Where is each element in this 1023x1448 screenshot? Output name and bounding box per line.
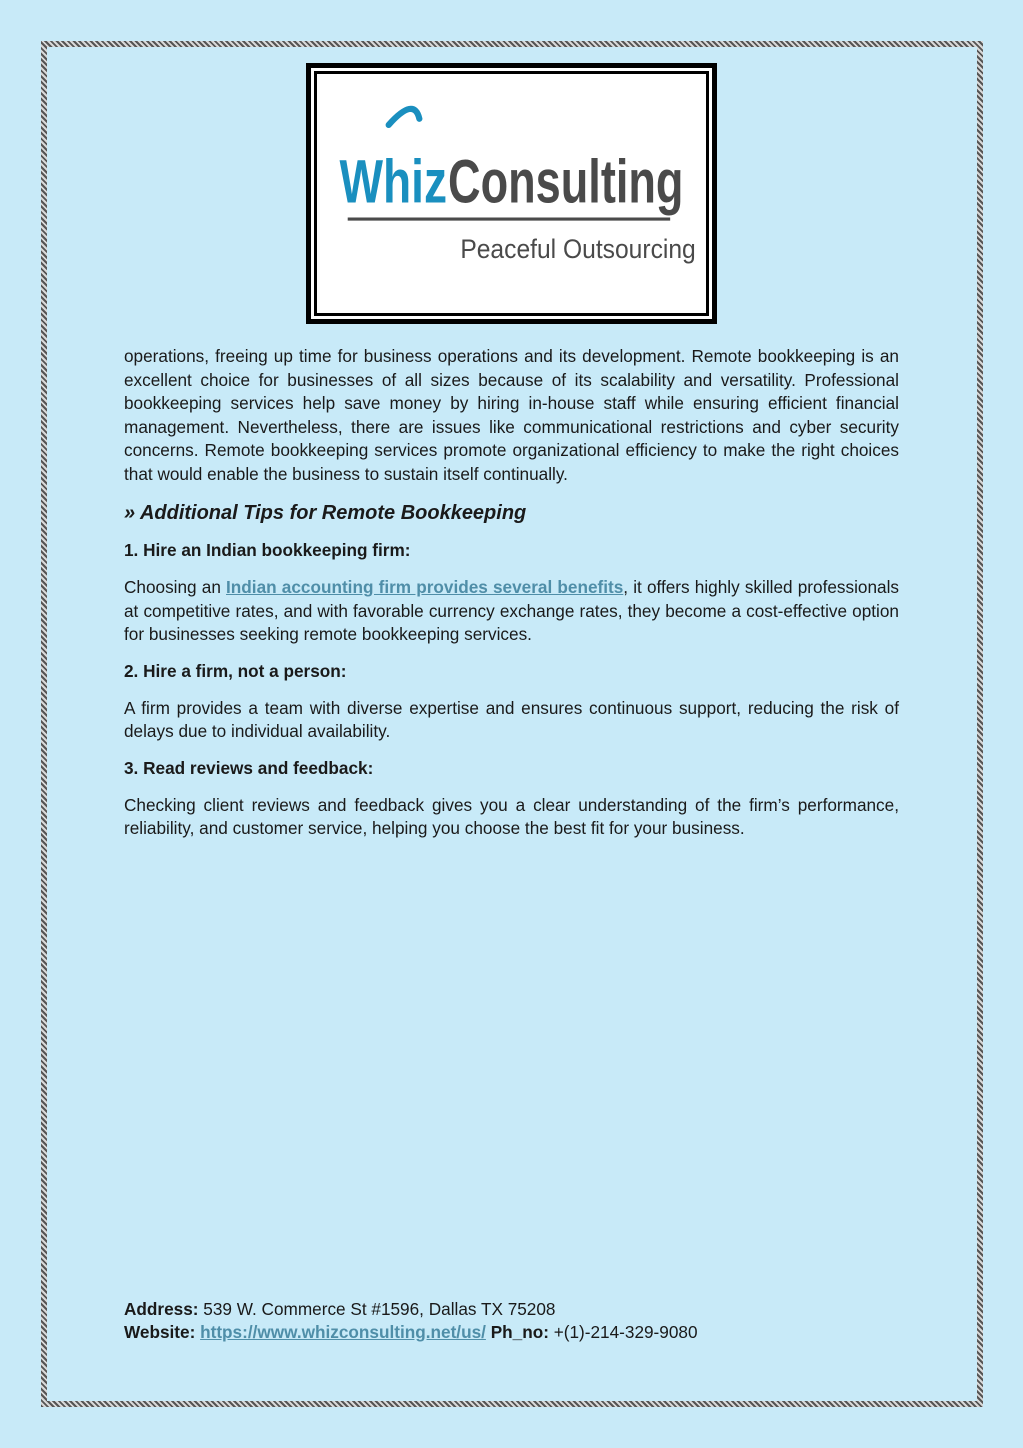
tip-1-body: Choosing an Indian accounting firm provides several benefits, it offers highly skilled professionals at competitive rates, and with favorable currency exchange rates, they become a cost-effective option for businesses seeking remote bookkeeping services. xyxy=(124,577,899,644)
tip-3-body: Checking client reviews and feedback gives you a clear understanding of the firm’s performance, reliability, and customer service, helping you choose the best fit for your business. xyxy=(124,794,899,838)
tip-2-title: 2. Hire a firm, not a person: xyxy=(124,660,347,681)
tip-2-body: A firm provides a team with diverse expertise and ensures continuous support, reducing the risk of delays due to individual availability. xyxy=(124,697,899,741)
whiz-consulting-logo-icon xyxy=(317,74,706,313)
tip-3-title: 3. Read reviews and feedback: xyxy=(124,757,374,778)
section-heading: » Additional Tips for Remote Bookkeeping xyxy=(124,502,527,524)
indian-accounting-firm-link[interactable]: Indian accounting firm provides several benefits xyxy=(226,577,624,597)
logo-brand-whiz: Whiz xyxy=(339,147,448,217)
phone-value: +(1)-214-329-9080 xyxy=(548,1322,698,1342)
phone-label: Ph_no: xyxy=(490,1322,549,1342)
logo-brand-consulting: Consulting xyxy=(448,147,684,217)
website-link[interactable]: https://www.whizconsulting.net/us/ xyxy=(200,1322,486,1342)
address-value: 539 W. Commerce St #1596, Dallas TX 75208 xyxy=(198,1299,556,1319)
tip-1-title: 1. Hire an Indian bookkeeping firm: xyxy=(124,540,411,560)
intro-paragraph: operations, freeing up time for business operations and its development. Remote bookkeeping is an excellent choice for businesses of all sizes because of its scalability and versatility. Professional bookkeeping services help save money by hiring in-house staff while ensuring efficient financial management. Nevertheless, there are issues like communicational restrictions and cyber security concerns. Remote bookkeeping services promote organizational efficiency to make the right choices that would enable the business to sustain itself continually. xyxy=(124,346,899,484)
website-label: Website: xyxy=(124,1322,196,1342)
logo-frame xyxy=(306,63,717,324)
address-line xyxy=(124,1298,899,1321)
document-body xyxy=(124,345,899,841)
website-line xyxy=(124,1321,899,1344)
contact-footer xyxy=(124,1298,899,1344)
logo-tagline: Peaceful Outsourcing xyxy=(460,233,696,264)
company-logo xyxy=(317,74,706,313)
address-label: Address: xyxy=(124,1299,199,1319)
